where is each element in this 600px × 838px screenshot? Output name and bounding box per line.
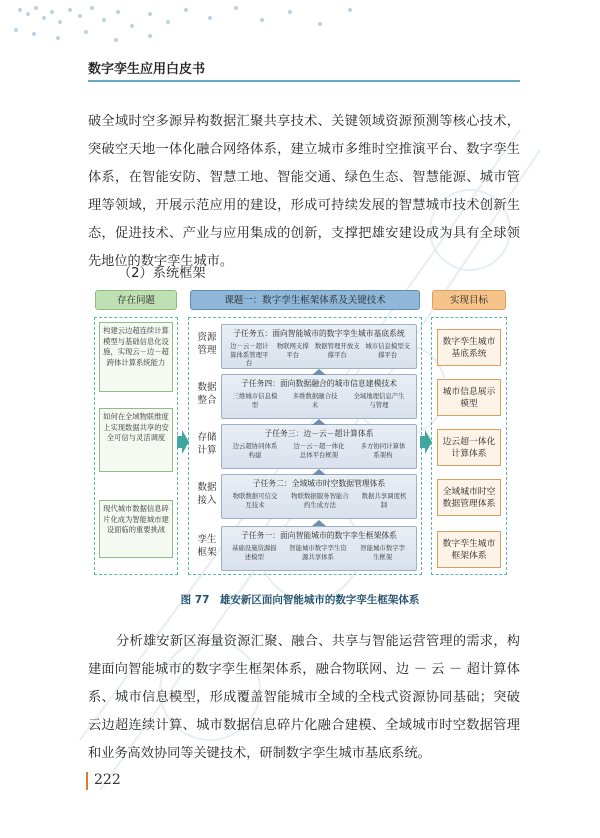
subtask-3-title: 子任务三：边－云－超计算体系 bbox=[264, 429, 374, 438]
subtask-3-box bbox=[221, 424, 417, 469]
subtask-3-item: 多方协同计算体系架构 bbox=[360, 442, 406, 459]
up-arrow-icon bbox=[312, 520, 326, 526]
subtask-4-item: 多维数据融合技术 bbox=[292, 392, 338, 409]
right-arrow-icon bbox=[420, 430, 432, 454]
subtask-5-item: 物联网支撑平台 bbox=[276, 342, 309, 359]
page-number: 222 bbox=[94, 772, 121, 788]
column-header-task: 课题一：数字孪生框架体系及关键技术 bbox=[190, 290, 420, 310]
row-label-framework: 孪生框架 bbox=[197, 534, 217, 558]
framework-diagram bbox=[90, 290, 510, 580]
section-heading: （2）系统框架 bbox=[118, 266, 206, 281]
figure-caption: 图 77 雄安新区面向智能城市的数字孪生框架体系 bbox=[180, 594, 420, 606]
goal-box-5: 数字孪生城市框架体系 bbox=[437, 531, 501, 568]
subtask-5-item: 城市信息模型支撑平台 bbox=[365, 342, 411, 359]
body-paragraph-1: 破全域时空多源异构数据汇聚共享技术、关键领域资源预测等核心技术，突破空天地一体化融合网络体系，建立城市多维时空推演平台、数字孪生体系，在智能安防、智慧工地、智能交通、绿色生态、智慧能源、城市管理等领域，开展示范应用的建设，形成可持续发展的智慧城市技术创新生态，促进技术、产业与应用集成的创新，支撑把雄安建设成为具有全球领先地位的数字孪生城市。 bbox=[88, 114, 520, 269]
header-map-decoration bbox=[0, 0, 600, 60]
up-arrow-icon bbox=[312, 369, 326, 375]
subtask-3-item: 边－云－超一体化总体平台框架 bbox=[293, 442, 345, 459]
problem-box-1: 构建云边超连续计算模型与基础信息化设施，实现云－边－超跨体计算系统能力 bbox=[99, 322, 173, 392]
header-rule bbox=[88, 80, 520, 82]
problem-box-2: 如何在全域物联维度上实现数据共享的安全可信与灵活调度 bbox=[99, 408, 173, 472]
subtask-4-item: 三维城市信息模型 bbox=[232, 392, 278, 409]
column-header-problems: 存在问题 bbox=[95, 290, 177, 310]
subtask-3-item: 边云超协同体系构建 bbox=[232, 442, 278, 459]
subtask-2-box bbox=[221, 474, 417, 519]
goal-box-2: 城市信息展示模型 bbox=[437, 379, 501, 416]
column-header-goals: 实现目标 bbox=[432, 290, 506, 310]
running-header-title: 数字孪生应用白皮书 bbox=[88, 62, 206, 77]
subtask-5-title: 子任务五：面向智能城市的数字孪生城市基底系统 bbox=[233, 329, 405, 338]
subtask-2-item: 物联数据可信交互技术 bbox=[232, 492, 278, 509]
row-label-resource: 资源管理 bbox=[197, 332, 217, 356]
subtask-1-item: 基础设施资源描述模型 bbox=[231, 544, 277, 561]
goal-box-3: 边云超一体化计算体系 bbox=[437, 429, 501, 466]
subtask-1-item: 智能城市数字孪生资源共享体系 bbox=[289, 544, 347, 561]
subtask-1-item: 智能城市数字孪生框架 bbox=[360, 544, 405, 561]
subtask-4-item: 全域地理信息产生与管理 bbox=[353, 392, 405, 409]
row-label-integration: 数据整合 bbox=[197, 382, 217, 406]
subtask-2-item: 物联数据服务智能合约生成方法 bbox=[291, 492, 349, 509]
goal-box-1: 数字孪生城市基底系统 bbox=[437, 329, 501, 366]
up-arrow-icon bbox=[312, 419, 326, 425]
right-arrow-icon bbox=[177, 430, 189, 454]
subtask-4-title: 子任务四：面向数据融合的城市信息建模技术 bbox=[241, 379, 397, 388]
subtask-5-item: 数据管理开放支撑平台 bbox=[314, 342, 360, 359]
goal-box-4: 全域城市时空数据管理体系 bbox=[437, 479, 501, 516]
subtask-1-title: 子任务一：面向智能城市的数字孪生框架体系 bbox=[241, 531, 397, 540]
subtask-1-box bbox=[221, 526, 417, 571]
row-label-storage: 存储计算 bbox=[197, 432, 217, 456]
row-label-access: 数据接入 bbox=[197, 482, 217, 506]
subtask-4-box bbox=[221, 374, 417, 419]
subtask-5-box bbox=[221, 324, 417, 369]
page-number-bar bbox=[86, 772, 88, 790]
up-arrow-icon bbox=[312, 469, 326, 475]
subtask-2-title: 子任务二：全域城市时空数据管理体系 bbox=[252, 479, 386, 488]
subtask-2-item: 数据共享调度机制 bbox=[361, 492, 407, 509]
problem-box-3: 现代城市数据信息碎片化成为智能城市建设面临的重要挑战 bbox=[99, 500, 173, 558]
subtask-5-item: 边－云－超计算体系管理平台 bbox=[230, 342, 269, 367]
body-paragraph-2: 分析雄安新区海量资源汇聚、融合、共享与智能运营管理的需求，构建面向智能城市的数字孪生框架体系，融合物联网、边 － 云 － 超计算体系、城市信息模型，形成覆盖智能城市全域的全栈式资源协同基础；突破云边超连续计算、城市数据信息碎片化融合建模、全域城市时空数据管理和业务高效协同等关键技术，研制数字孪生城市基底系统。 bbox=[88, 634, 520, 761]
